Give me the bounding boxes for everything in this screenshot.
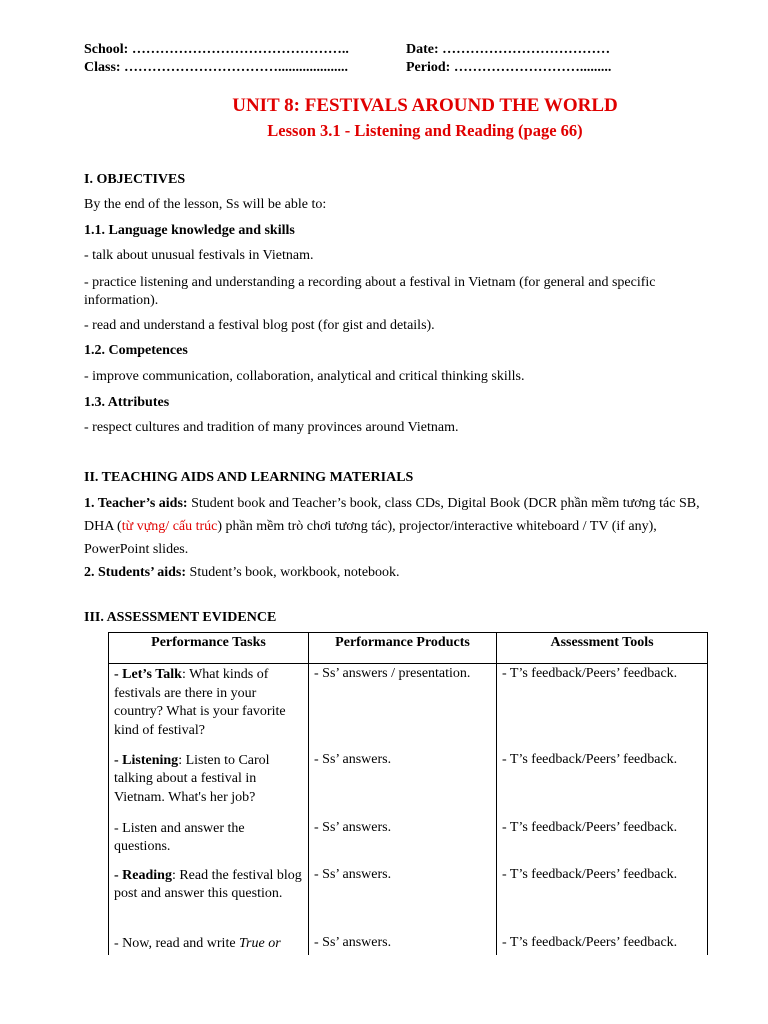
tool-cell [497, 818, 708, 865]
product-cell [309, 933, 497, 955]
task-text: - Listen and answer the questions. [114, 820, 245, 854]
task-cell [109, 818, 309, 865]
objectives-intro: By the end of the lesson, Ss will be able to: [84, 197, 327, 212]
school-field: School: ……………………………………….. [84, 42, 349, 57]
column-header: Assessment Tools [497, 633, 708, 664]
column-header: Performance Tasks [109, 633, 309, 664]
task-italic-text: True or [239, 935, 281, 951]
task-keyword: - Listening [114, 752, 179, 768]
class-field: Class: …………………………….................... [84, 60, 349, 75]
lesson-subtitle: Lesson 3.1 - Listening and Reading (page 66) [267, 121, 583, 140]
task-cell [109, 865, 309, 933]
cell-text: - Ss’ answers. [314, 934, 392, 950]
table-row [109, 750, 708, 818]
language-skills-heading: 1.1. Language knowledge and skills [84, 223, 295, 238]
tool-cell [497, 865, 708, 933]
task-text: : Read the festival blog post and answer this question. [114, 867, 302, 901]
teacher-aids-highlight: từ vựng/ cấu trúc [121, 519, 218, 534]
teacher-aids-text-end: ) phần mềm trò chơi tương tác), projector/interactive whiteboard / TV (if any), PowerPoint slides. [84, 519, 657, 557]
cell-text: - T’s feedback/Peers’ feedback. [502, 866, 678, 882]
objective-item: - improve communication, collaboration, analytical and critical thinking skills. [84, 369, 525, 384]
cell-text [114, 865, 303, 904]
unit-title: UNIT 8: FESTIVALS AROUND THE WORLD [232, 95, 618, 116]
objective-item: - talk about unusual festivals in Vietnam. [84, 248, 314, 263]
period-field: Period: ………………………......... [406, 60, 612, 75]
table-row [109, 818, 708, 865]
teacher-aids-label: 1. Teacher’s aids: [84, 496, 188, 511]
task-text: : What kinds of festivals are there in your country? What is your favorite kind of festival? [114, 667, 286, 738]
attributes-heading: 1.3. Attributes [84, 395, 170, 410]
student-aids-text: Student’s book, workbook, notebook. [186, 565, 400, 580]
cell-text: - T’s feedback/Peers’ feedback. [502, 934, 678, 950]
task-text: - Now, read and write [114, 935, 240, 951]
objective-item: - respect cultures and tradition of many provinces around Vietnam. [84, 420, 459, 435]
cell-text: - T’s feedback/Peers’ feedback. [502, 666, 678, 681]
assessment-heading: III. ASSESSMENT EVIDENCE [84, 610, 277, 625]
table-header-row [109, 633, 708, 664]
table-row [109, 664, 708, 750]
competences-heading: 1.2. Competences [84, 343, 188, 358]
product-cell [309, 664, 497, 750]
task-cell [109, 664, 309, 750]
cell-text [114, 818, 303, 857]
teaching-aids-heading: II. TEACHING AIDS AND LEARNING MATERIALS [84, 470, 414, 485]
objective-item: - practice listening and understanding a recording about a festival in Vietnam (for general and specific information). [84, 275, 656, 308]
product-cell [309, 865, 497, 933]
cell-text: - T’s feedback/Peers’ feedback. [502, 751, 678, 767]
tool-cell [497, 664, 708, 750]
student-aids-label: 2. Students’ aids: [84, 565, 187, 580]
student-aids-paragraph [84, 565, 400, 581]
objective-item: - read and understand a festival blog post (for gist and details). [84, 318, 435, 333]
cell-text: - T’s feedback/Peers’ feedback. [502, 819, 678, 835]
task-keyword: - Reading [114, 867, 172, 883]
task-cell [109, 933, 309, 955]
product-cell [309, 750, 497, 818]
column-header: Performance Products [309, 633, 497, 664]
table-row [109, 933, 708, 955]
date-field: Date: ……………………………… [406, 42, 611, 57]
teacher-aids-text: Student book and Teacher’s book, class CDs, Digital Book (DCR phần mềm tương tác SB, DHA ( [84, 496, 700, 534]
cell-text: - Ss’ answers. [314, 819, 392, 835]
table-row [109, 865, 708, 933]
tool-cell [497, 750, 708, 818]
cell-text: - Ss’ answers. [314, 751, 392, 767]
cell-text: - Ss’ answers / presentation. [314, 666, 471, 681]
task-cell [109, 750, 309, 818]
cell-text [114, 664, 303, 740]
objectives-heading: I. OBJECTIVES [84, 172, 186, 187]
teacher-aids-paragraph [84, 492, 709, 561]
assessment-table [108, 632, 708, 955]
task-text: : Listen to Carol talking about a festival in Vietnam. What's her job? [114, 752, 270, 805]
task-keyword: - Let’s Talk [114, 667, 182, 682]
tool-cell [497, 933, 708, 955]
cell-text: - Ss’ answers. [314, 866, 392, 882]
cell-text [114, 933, 303, 954]
cell-text [114, 750, 303, 808]
product-cell [309, 818, 497, 865]
